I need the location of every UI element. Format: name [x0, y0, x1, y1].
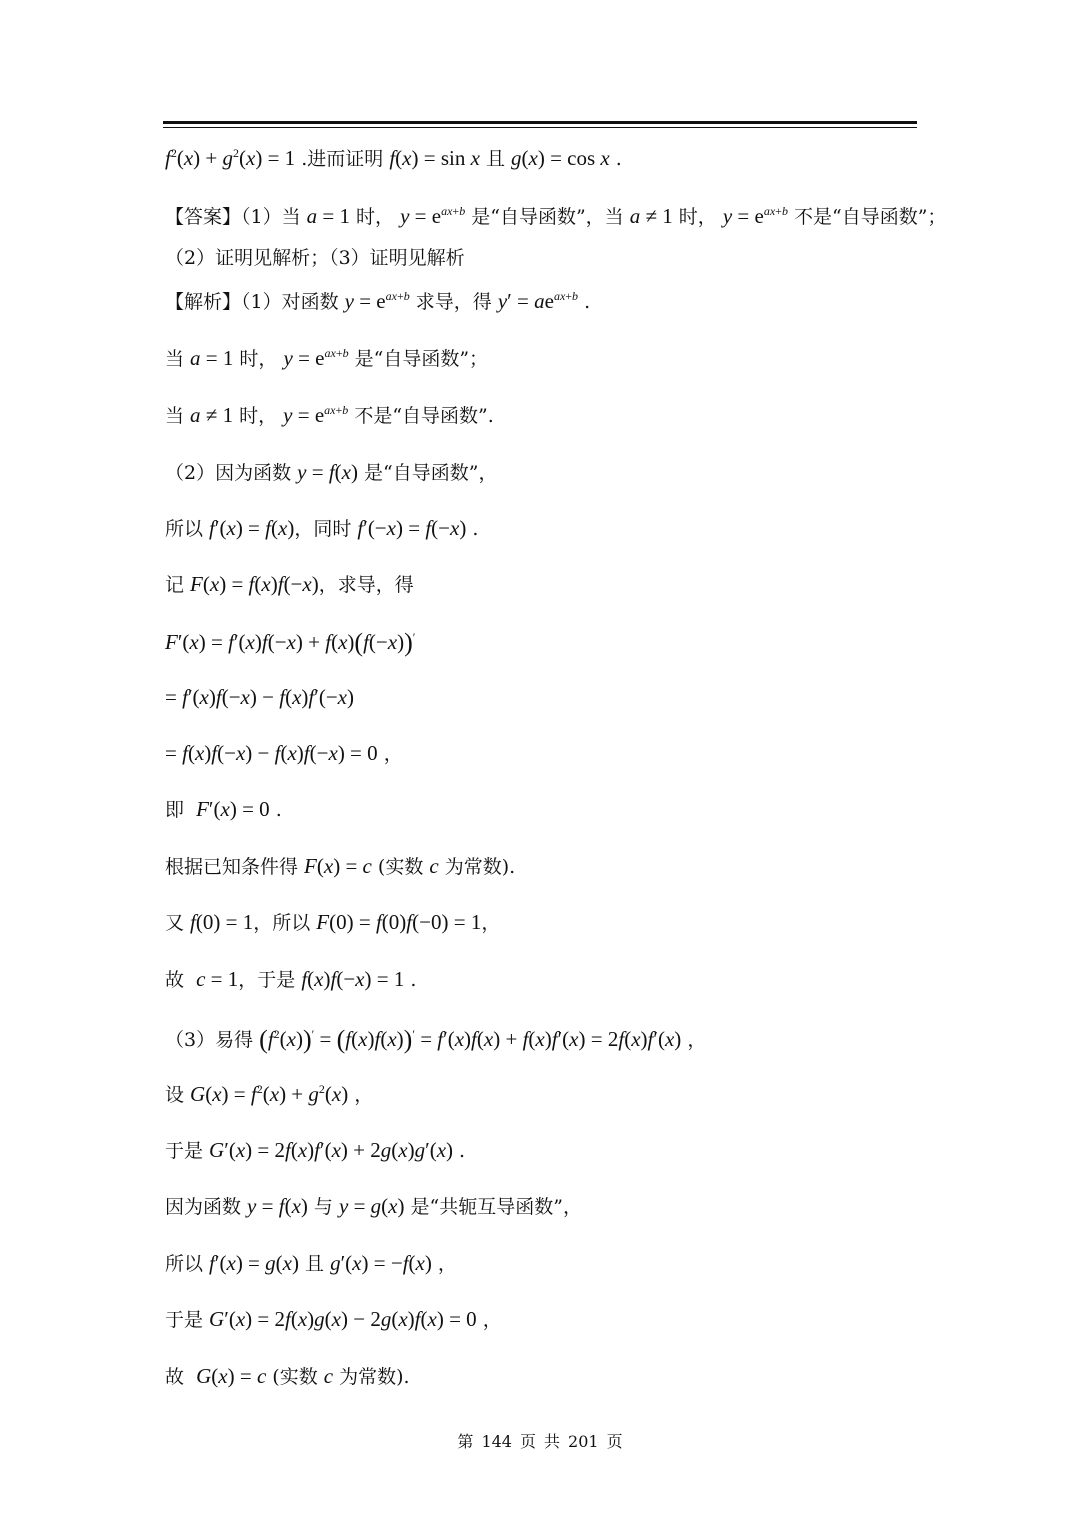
- line-08: 所以 f′(x) = f(x)，同时 f′(−x) = f(−x) .: [165, 516, 479, 540]
- line-13: 即 F′(x) = 0 .: [165, 797, 282, 821]
- line-04-analysis: 【解析】（1）对函数 $y = e^{ax+b}$ 求导，得 $y' = ae^{ax+b}$ .: [165, 289, 591, 313]
- line-12: = f(x)f(−x) − f(x)f(−x) = 0 ，: [165, 741, 403, 765]
- line-10: F′(x) = f′(x)f(−x) + f(x)(f(−x))′: [165, 628, 416, 657]
- line-14: 根据已知条件得 F(x) = c (实数 c 为常数).: [165, 854, 516, 878]
- footer-mid1: 页: [519, 1432, 536, 1451]
- footer-mid2: 共: [544, 1432, 561, 1451]
- line-22: 于是 G′(x) = 2f(x)g(x) − 2g(x)f(x) = 0 ，: [165, 1307, 502, 1331]
- line-23: 故 G(x) = c (实数 c 为常数).: [165, 1364, 410, 1388]
- line-15: 又 f(0) = 1，所以 F(0) = f(0)f(−0) = 1，: [165, 910, 501, 934]
- line-03: （2）证明见解析；（3）证明见解析: [165, 247, 465, 269]
- page-footer: [0, 1429, 1080, 1452]
- line-01: $f^2(x) + g^2(x) = 1$ .进而证明 f(x) = sin x 且 g(x) = cos x .: [165, 146, 622, 170]
- line-06: 当 a ≠ 1 时， $y = e^{ax+b}$ 不是“自导函数”.: [165, 403, 494, 427]
- footer-total-pages: 201: [568, 1432, 599, 1451]
- line-11: = f′(x)f(−x) − f(x)f′(−x): [165, 685, 354, 709]
- line-05: 当 a = 1 时， $y = e^{ax+b}$ 是“自导函数”；: [165, 346, 489, 370]
- footer-prefix: 第: [457, 1432, 474, 1451]
- line-09: 记 F(x) = f(x)f(−x)，求导，得: [165, 572, 414, 596]
- line-19: 于是 G′(x) = 2f(x)f′(x) + 2g(x)g′(x) .: [165, 1138, 466, 1162]
- line-16: 故 c = 1，于是 f(x)f(−x) = 1 .: [165, 967, 417, 991]
- line-21: 所以 f′(x) = g(x) 且 g′(x) = −f(x) ，: [165, 1251, 457, 1275]
- line-07: （2）因为函数 y = f(x) 是“自导函数”，: [165, 460, 498, 484]
- footer-page-number: 144: [481, 1432, 512, 1451]
- header-rule-thick: [163, 121, 917, 124]
- line-17: （3）易得 $(f^2(x))' = (f(x)f(x))' = f'(x)f(x) + f(x)f'(x) = 2f(x)f'(x)$ ，: [165, 1025, 707, 1054]
- line-18: 设 $G(x) = f^2(x) + g^2(x)$ ，: [165, 1082, 374, 1106]
- line-20: 因为函数 y = f(x) 与 y = g(x) 是“共轭互导函数”，: [165, 1194, 582, 1218]
- header-rule-thin: [163, 127, 917, 128]
- footer-suffix: 页: [606, 1432, 623, 1451]
- line-02-answer: 【答案】（1）当 a = 1 时， $y = e^{ax+b}$ 是“自导函数”，当 a ≠ 1 时， $y = e^{ax+b}$ 不是“自导函数”；: [165, 204, 947, 228]
